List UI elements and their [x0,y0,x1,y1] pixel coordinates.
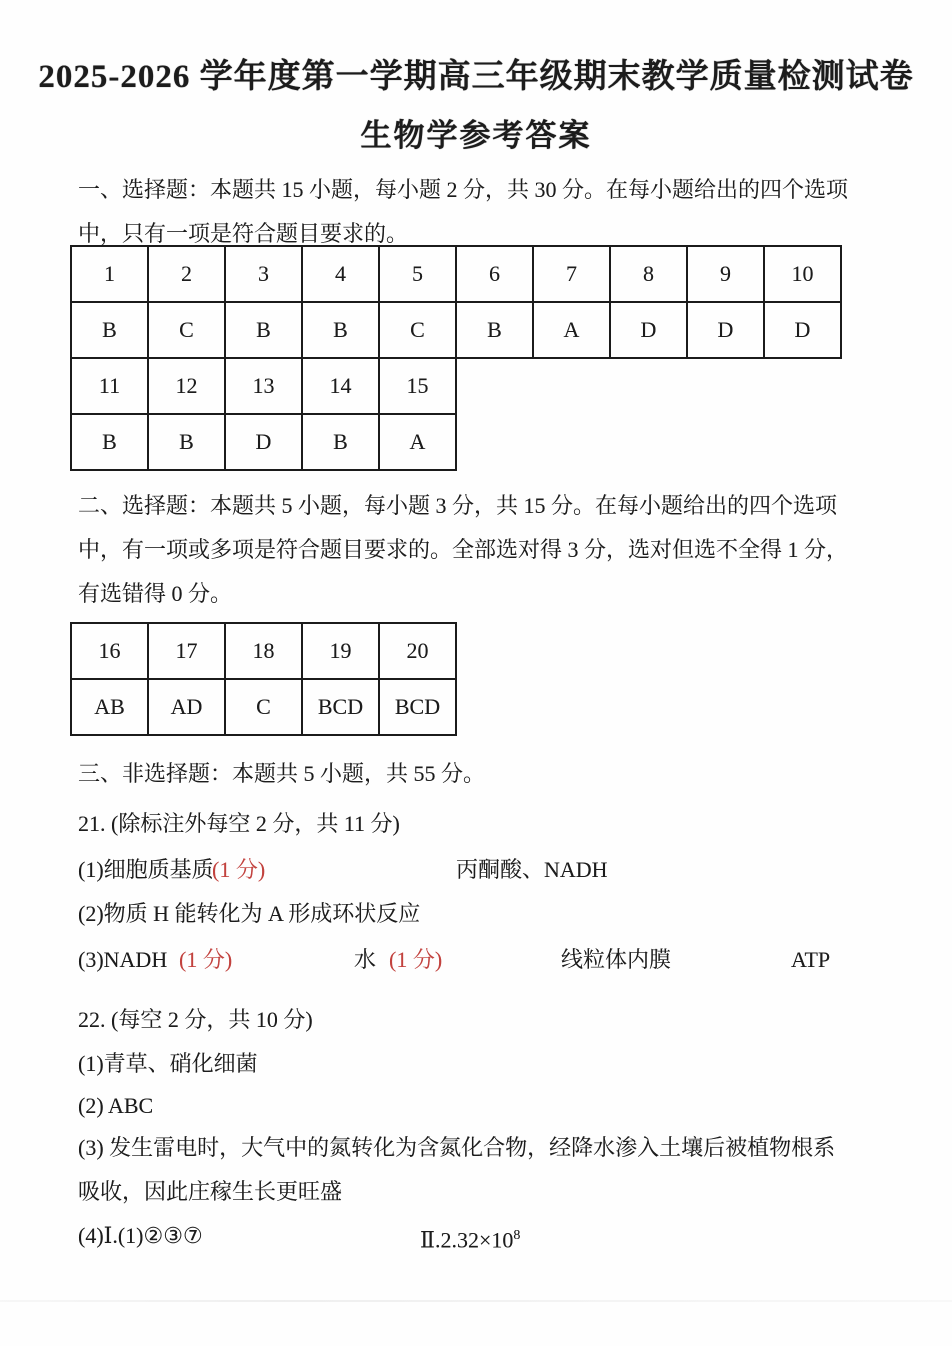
question-22-item-4 [78,1214,890,1258]
table-cell: 16 [71,623,148,679]
table-cell: 4 [302,246,379,302]
section2-heading-line3: 有选错得 0 分。 [78,581,233,606]
question-21-header: 21. (除标注外每空 2 分，共 11 分) [78,811,400,836]
question-21-item-3 [78,938,890,982]
table-cell: 18 [225,623,302,679]
table-cell: 3 [225,246,302,302]
section3-heading: 三、非选择题：本题共 5 小题，共 55 分。 [78,761,486,786]
table-cell: 15 [379,358,456,414]
q21-item1-answer: 丙酮酸、NADH [456,857,608,882]
table-row-numbers-11-15 [71,358,841,414]
table-cell: D [610,302,687,358]
q21-item3-score-mark-1: (1 分) [179,947,233,972]
section1-heading [78,168,890,256]
question-22-item-1: (1)青草、硝化细菌 [78,1051,258,1076]
q22-item4-part2-base: Ⅱ.2.32×10 [420,1227,514,1253]
scan-artifact-line [0,1300,952,1302]
q21-item1-score-mark: (1 分) [212,857,266,882]
q21-item3-answer-3: 线粒体内膜 [561,947,672,972]
table-row-answers-1-10 [71,302,841,358]
table-cell: 6 [456,246,533,302]
q22-item4-part2 [420,1214,520,1262]
table-row-answers-11-15 [71,414,841,470]
table-cell: B [71,302,148,358]
question-21-item-2: (2)物质 H 能转化为 A 形成环状反应 [78,901,421,926]
table-row-numbers-1-10 [71,246,841,302]
exam-title: 2025-2026 学年度第一学期高三年级期末教学质量检测试卷 [38,59,914,95]
table-cell: C [225,679,302,735]
question-22-item-2: (2) ABC [78,1093,154,1118]
table-cell: 12 [148,358,225,414]
table-cell: 20 [379,623,456,679]
table-cell: A [379,414,456,470]
question-22-item-3 [78,1126,890,1214]
table-cell: 19 [302,623,379,679]
table-cell: B [71,414,148,470]
table-cell: 2 [148,246,225,302]
q22-item3-line1: (3) 发生雷电时，大气中的氮转化为含氮化合物，经降水渗入土壤后被植物根系 [78,1135,836,1160]
table-cell: D [225,414,302,470]
subject-title: 生物学参考答案 [360,118,592,153]
table-cell: AB [71,679,148,735]
q21-item3-score-mark-2: (1 分) [389,947,443,972]
table-cell: B [302,414,379,470]
table-cell: D [764,302,841,358]
table-cell: 17 [148,623,225,679]
section2-heading-line2: 中，有一项或多项是符合题目要求的。全部选对得 3 分，选对但选不全得 1 分， [78,537,849,562]
table-cell: 10 [764,246,841,302]
q21-item1-prefix: (1)细胞质基质 [78,857,214,882]
table-cell: C [148,302,225,358]
table-cell: BCD [302,679,379,735]
answer-table-1 [70,245,842,471]
table-cell: 11 [71,358,148,414]
table-cell: 9 [687,246,764,302]
table-cell: D [687,302,764,358]
section1-heading-line2: 中，只有一项是符合题目要求的。 [78,221,409,246]
table-cell: 7 [533,246,610,302]
question-21-item-1 [78,848,890,892]
q22-item4-part2-exponent: 8 [513,1228,521,1243]
section1-heading-line1: 一、选择题：本题共 15 小题，每小题 2 分，共 30 分。在每小题给出的四个选项 [78,177,849,202]
section2-heading [78,484,890,616]
table-row-answers-16-20 [71,679,456,735]
q21-item3-prefix: (3)NADH [78,947,168,972]
q22-item4-part1: (4)Ⅰ.(1)②③⑦ [78,1223,203,1248]
section2-heading-line1: 二、选择题：本题共 5 小题，每小题 3 分，共 15 分。在每小题给出的四个选项 [78,493,838,518]
answer-table-2 [70,622,457,736]
table-cell: 13 [225,358,302,414]
table-cell: B [302,302,379,358]
q22-item3-line2: 吸收，因此庄稼生长更旺盛 [78,1179,343,1204]
table-cell: 1 [71,246,148,302]
table-cell: 5 [379,246,456,302]
question-22-header: 22. (每空 2 分，共 10 分) [78,1007,313,1032]
table-row-numbers-16-20 [71,623,456,679]
table-cell: B [148,414,225,470]
table-cell: B [225,302,302,358]
table-cell: 14 [302,358,379,414]
table-cell: B [456,302,533,358]
table-cell: A [533,302,610,358]
q21-item3-answer-2: 水 [354,947,377,972]
table-cell: 8 [610,246,687,302]
table-cell: BCD [379,679,456,735]
table-cell: C [379,302,456,358]
table-cell: AD [148,679,225,735]
q21-item3-answer-4: ATP [791,947,831,972]
